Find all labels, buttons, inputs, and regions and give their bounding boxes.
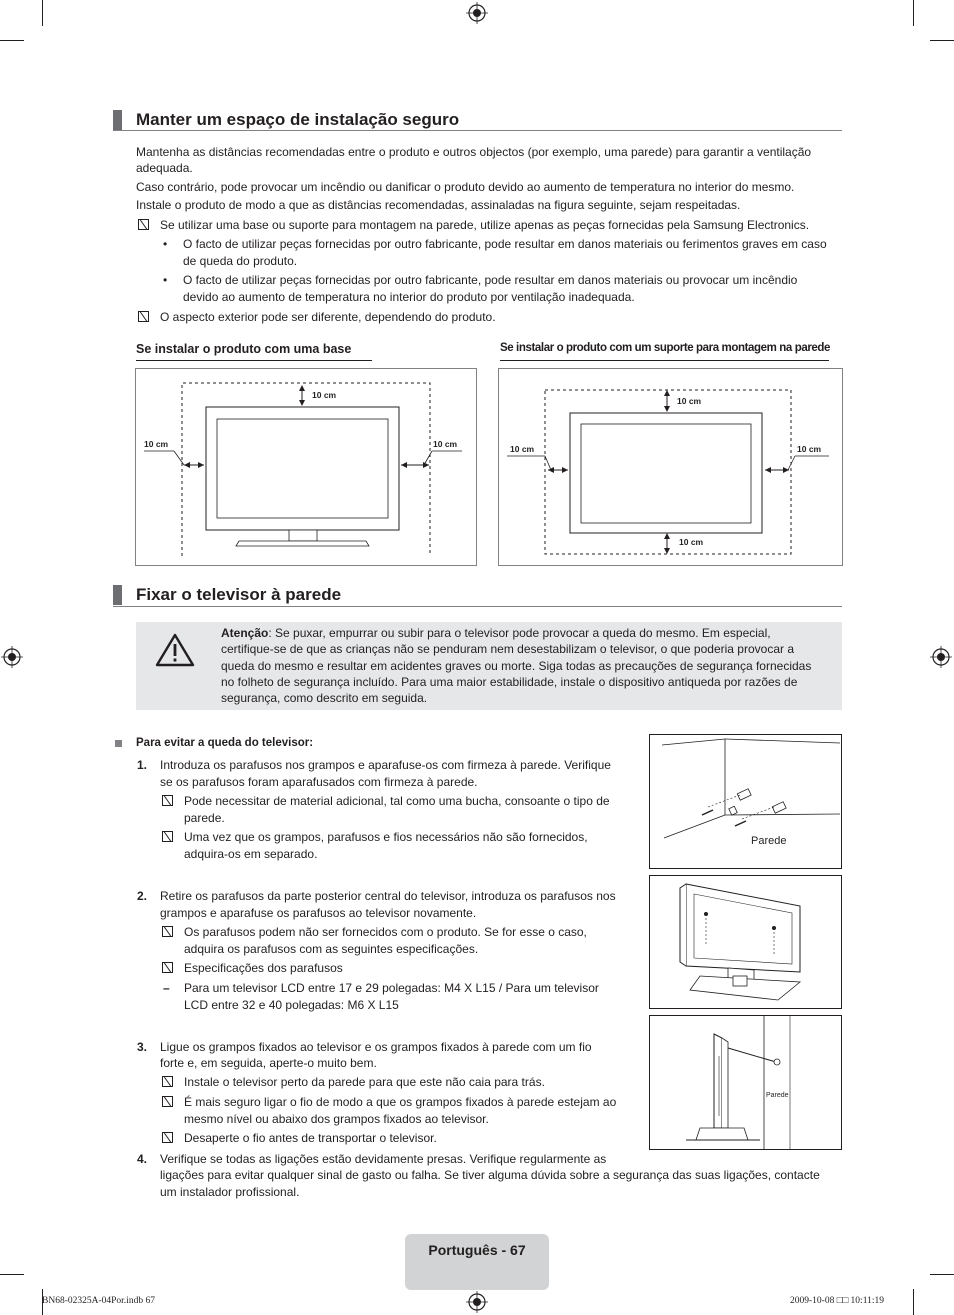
crop-mark	[0, 1274, 24, 1275]
figure-tv-wire	[649, 1015, 842, 1150]
paragraph: Instale o produto de modo a que as distâncias recomendadas, assinaladas na figura seguinte, sejam respeitadas.	[136, 198, 741, 212]
square-bullet-icon	[115, 740, 122, 747]
registration-mark-icon	[1, 646, 23, 668]
note-icon	[138, 219, 149, 230]
wall-label-small: Parede	[766, 1092, 789, 1099]
section-rule	[113, 606, 842, 607]
figure-title-rule	[500, 360, 829, 361]
step-number: 4.	[137, 1152, 148, 1166]
figure-title-rule	[136, 360, 372, 361]
crop-mark	[913, 0, 914, 26]
warning-text: queda do mesmo e resultar em acidentes graves ou morte. Siga todas as precauções de segurança fornecidas	[221, 659, 812, 673]
step-text: forte e, em seguida, aperte-o muito bem.	[160, 1056, 377, 1070]
note-text: adquira-os em separado.	[184, 847, 318, 861]
note-icon	[162, 1132, 173, 1143]
step-text: ligações para evitar qualquer sinal de gasto ou falha. Se tiver alguma dúvida sobre a segurança das suas ligações, contacte	[160, 1168, 820, 1182]
figure-wall-screws	[649, 734, 842, 869]
warning-box	[136, 622, 842, 710]
step-text: Introduza os parafusos nos grampos e aparafuse-os com firmeza à parede. Verifique	[160, 758, 611, 772]
section-rule	[113, 130, 842, 131]
paragraph: adequada.	[136, 161, 193, 175]
step-text: grampos e aparafuse os parafusos ao televisor novamente.	[160, 906, 477, 920]
bullet-text: devido ao aumento de temperatura no interior do produto por ventilação inadequada.	[183, 290, 635, 304]
section-bar	[113, 110, 122, 130]
note-icon	[162, 926, 173, 937]
note-text: É mais seguro ligar o fio de modo a que os grampos fixados à parede estejam ao	[184, 1095, 617, 1109]
crop-mark	[42, 0, 43, 26]
dimension-label-bottom: 10 cm	[679, 537, 704, 547]
warning-text: Atenção: Se puxar, empurrar ou subir para o televisor pode provocar a queda do mesmo. Em especial,	[221, 626, 771, 640]
note-text: mesmo nível ou abaixo dos grampos fixados ao televisor.	[184, 1112, 489, 1126]
note-text: parede.	[184, 811, 225, 825]
spec-text: Para um televisor LCD entre 17 e 29 polegadas: M4 X L15 / Para um televisor	[184, 981, 599, 995]
footer-file: BN68-02325A-04Por.indb 67	[42, 1296, 155, 1306]
crop-mark	[0, 40, 24, 41]
note-text: O aspecto exterior pode ser diferente, dependendo do produto.	[160, 310, 496, 324]
registration-mark-icon	[930, 646, 952, 668]
note-text: Os parafusos podem não ser fornecidos com o produto. Se for esse o caso,	[184, 925, 587, 939]
page-number: Português - 67	[428, 1242, 526, 1258]
step-number: 1.	[137, 758, 148, 772]
bullet-icon: •	[163, 237, 168, 251]
dimension-label-top: 10 cm	[677, 396, 702, 406]
section-title: Fixar o televisor à parede	[136, 585, 342, 604]
bullet-icon: •	[163, 273, 168, 287]
note-text: Pode necessitar de material adicional, tal como uma bucha, consoante o tipo de	[184, 794, 610, 808]
page-number-tab	[405, 1234, 549, 1290]
warning-text: segurança, como descrito em seguida.	[221, 691, 428, 705]
note-text: Especificações dos parafusos	[184, 961, 343, 975]
dimension-label-right: 10 cm	[797, 444, 822, 454]
spec-text: LCD entre 32 e 40 polegadas: M6 X L15	[184, 998, 399, 1012]
dimension-label-right: 10 cm	[433, 439, 458, 449]
step-text: Ligue os grampos fixados ao televisor e os grampos fixados à parede com um fio	[160, 1040, 592, 1054]
step-text: Retire os parafusos da parte posterior central do televisor, introduza os parafusos nos	[160, 889, 616, 903]
bullet-text: O facto de utilizar peças fornecidas por outro fabricante, pode resultar em danos materiais ou ferimentos graves em caso	[183, 237, 827, 251]
figure-title-base: Se instalar o produto com uma base	[136, 342, 352, 356]
dash-icon: –	[163, 981, 170, 995]
crop-mark	[913, 1289, 914, 1315]
bullet-text: de queda do produto.	[183, 254, 298, 268]
warning-triangle-icon	[154, 632, 196, 668]
paragraph: Caso contrário, pode provocar um incêndio ou danificar o produto devido ao aumento de temperatura no interior do mesmo.	[136, 180, 795, 194]
registration-mark-icon	[466, 2, 488, 24]
bullet-text: O facto de utilizar peças fornecidas por outro fabricante, pode resultar em danos materiais ou provocar um incêndio	[183, 273, 798, 287]
warning-text: no folheto de segurança incluído. Para uma maior estabilidade, instale o dispositivo antiqueda por razões de	[221, 675, 798, 689]
warning-text: certifique-se de que as crianças não se penduram nem desestabilizam o televisor, o que poderia provocar a	[221, 642, 794, 656]
figure-tv-back	[649, 875, 842, 1009]
section-bar	[113, 585, 122, 605]
figure-title-wall: Se instalar o produto com um suporte para montagem na parede	[500, 342, 831, 354]
note-icon	[162, 1096, 173, 1107]
note-icon	[138, 311, 149, 322]
figure-base-install	[135, 368, 477, 566]
dimension-label-left: 10 cm	[510, 444, 535, 454]
step-text: se os parafusos foram aparafusados com firmeza à parede.	[160, 775, 478, 789]
wall-label: Parede	[751, 835, 787, 847]
note-text: Desaperte o fio antes de transportar o televisor.	[184, 1131, 437, 1145]
crop-mark	[930, 40, 954, 41]
paragraph: Mantenha as distâncias recomendadas entre o produto e outros objectos (por exemplo, uma parede) para garantir a ventilação	[136, 145, 812, 159]
step-text: um instalador profissional.	[160, 1185, 300, 1199]
section-title: Manter um espaço de instalação seguro	[136, 110, 460, 129]
note-text: Uma vez que os grampos, parafusos e fios necessários não são fornecidos,	[184, 830, 588, 844]
note-text: Se utilizar uma base ou suporte para montagem na parede, utilize apenas as peças fornecidas pela Samsung Electronics.	[160, 218, 810, 232]
note-icon	[162, 1076, 173, 1087]
note-text: adquira os parafusos com as seguintes especificações.	[184, 942, 479, 956]
step-text: Verifique se todas as ligações estão devidamente presas. Verifique regularmente as	[160, 1152, 607, 1166]
dimension-label-top: 10 cm	[312, 390, 337, 400]
figure-wall-install	[498, 368, 843, 566]
warning-label: Atenção	[221, 626, 269, 640]
note-icon	[162, 795, 173, 806]
crop-mark	[930, 1274, 954, 1275]
note-icon	[162, 831, 173, 842]
step-number: 3.	[137, 1040, 148, 1054]
note-icon	[162, 962, 173, 973]
subheading: Para evitar a queda do televisor:	[136, 737, 314, 749]
step-number: 2.	[137, 889, 148, 903]
note-text: Instale o televisor perto da parede para que este não caia para trás.	[184, 1075, 545, 1089]
footer-date: 2009-10-08 □□ 10:11:19	[790, 1296, 884, 1306]
registration-mark-icon	[466, 1291, 488, 1313]
dimension-label-left: 10 cm	[144, 439, 169, 449]
